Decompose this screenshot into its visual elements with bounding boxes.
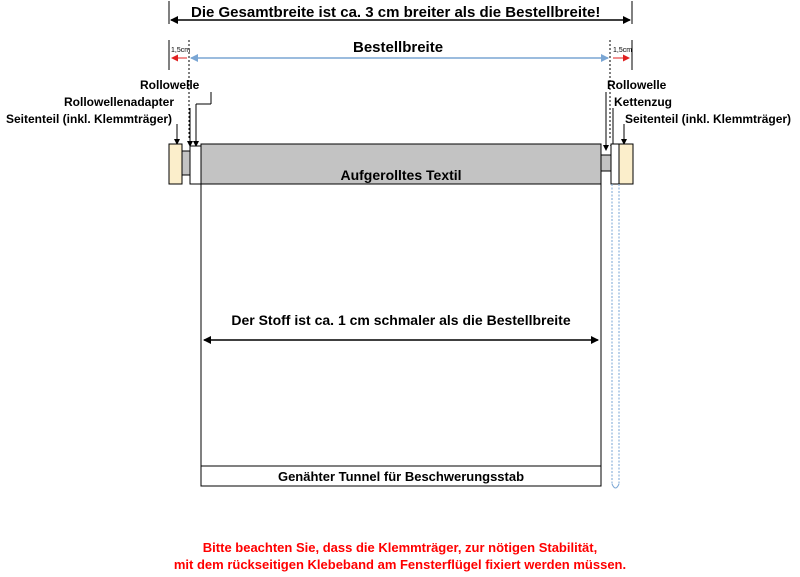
rolled-fabric-label: Aufgerolltes Textil xyxy=(340,167,462,183)
total-width-label: Die Gesamtbreite ist ca. 3 cm breiter als die Bestellbreite! xyxy=(191,4,601,21)
left-offset-label: 1,5cm xyxy=(171,47,191,54)
right-side-part xyxy=(619,144,633,184)
right-offset-label: 1,5cm xyxy=(613,47,633,54)
left-side-label: Seitenteil (inkl. Klemmträger) xyxy=(6,112,173,126)
right-side-label: Seitenteil (inkl. Klemmträger) xyxy=(625,112,792,126)
right-chain-housing xyxy=(611,144,619,184)
left-pointer-arrows xyxy=(177,92,211,146)
left-adapter-label: Rollowellenadapter xyxy=(64,95,175,109)
right-roller-adapter xyxy=(601,155,611,171)
order-width-label: Bestellbreite xyxy=(353,39,444,56)
left-roller-adapter xyxy=(182,151,190,175)
tunnel-label: Genähter Tunnel für Beschwerungsstab xyxy=(277,469,525,484)
chain xyxy=(612,184,619,488)
right-chain-label: Kettenzug xyxy=(614,95,672,109)
left-roller-label: Rollowelle xyxy=(140,78,200,92)
left-roller-end xyxy=(190,146,201,184)
fabric-panel xyxy=(201,184,601,486)
notice-line-2: mit dem rückseitigen Klebeband am Fensterflügel fixiert werden müssen. xyxy=(173,557,627,572)
right-roller-label: Rollowelle xyxy=(607,78,667,92)
notice-line-1: Bitte beachten Sie, dass die Klemmträger, zur nötigen Stabilität, xyxy=(202,540,598,555)
left-side-part xyxy=(169,144,182,184)
fabric-width-label: Der Stoff ist ca. 1 cm schmaler als die Bestellbreite xyxy=(231,312,571,328)
